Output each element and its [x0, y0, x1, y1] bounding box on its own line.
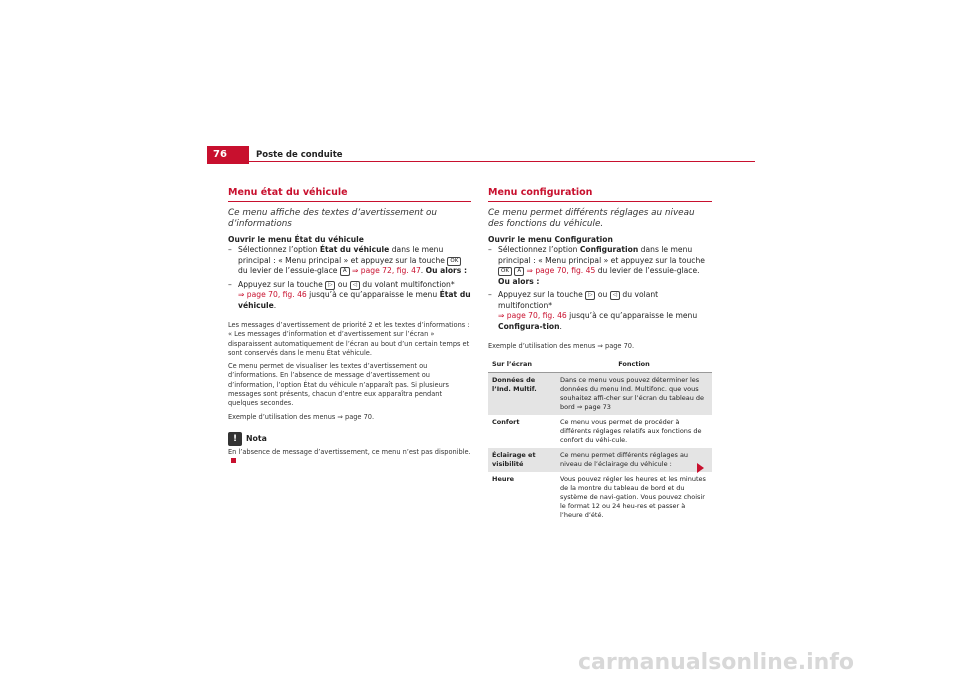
step-text: dans le menu principal : « Menu principal » et appuyez sur la touche [498, 245, 705, 265]
column-header: Sur l’écran [488, 357, 556, 373]
step-text: Appuyez sur la touche [498, 290, 586, 299]
step-1 [228, 245, 471, 277]
table-cell-key: Confort [492, 418, 520, 427]
paragraph: Ce menu permet de visualiser les textes d’avertissement ou d’informations. En l’absence de message d’avertissement ou d’information, l’option État du véhicule n’apparaît pas. Si plusieurs messages sont présents, chacun d’entre eux apparaîtra pendant quelques secondes. [228, 362, 449, 408]
table-cell-key: Données de l’Ind. Multif. [488, 373, 556, 416]
step-text-bold: Configuration [579, 245, 639, 254]
step-text: Sélectionnez l’option [238, 245, 320, 254]
page-link[interactable]: ⇒ page 70, fig. 45 [526, 266, 596, 275]
chapter-title: Poste de conduite [256, 150, 343, 160]
step-text: Appuyez sur la touche [238, 279, 326, 289]
table-row [488, 472, 712, 523]
step-text: Sélectionnez l’option [498, 245, 580, 254]
left-arrow-key-icon: ◁ [610, 291, 620, 300]
note-icon: ! [228, 432, 242, 446]
section-heading-vehicle-state: Menu état du véhicule [228, 188, 471, 202]
left-column [228, 188, 471, 467]
table-row [488, 448, 712, 472]
step-1 [488, 245, 712, 287]
step-text: . [420, 266, 426, 275]
step-2 [488, 290, 712, 332]
header-divider [249, 161, 755, 162]
note-label: Nota [246, 433, 267, 443]
step-text-bold: État du véhicule [238, 290, 471, 310]
table-cell-value: Dans ce menu vous pouvez déterminer les données du menu Ind. Multifonc. que vous souhaitez affi-cher sur l’écran du tableau de bord ⇒ page 73 [556, 373, 712, 416]
table-row [488, 373, 712, 416]
right-column [488, 188, 712, 523]
section-intro: Ce menu affiche des textes d’avertissement ou d’informations [228, 207, 438, 229]
table-cell-key: Éclairage et visibilité [488, 448, 556, 472]
step-text-bold: Ou alors : [498, 276, 540, 286]
table-cell-value: Vous pouvez régler les heures et les minutes de la montre du tableau de bord et du système de navi-gation. Vous pouvez choisir le format 12 ou 24 heu-res et passer à l’heure d’été. [560, 475, 706, 520]
step-2 [228, 280, 471, 312]
left-arrow-key-icon: ◁ [350, 281, 360, 290]
table-row [488, 415, 712, 448]
step-text: ou [595, 290, 610, 299]
paragraph: Les messages d’avertissement de priorité 2 et les textes d’informations : « Les messages d’information et d’avertissement sur l’écran » disparaissent automatiquement de l’écran au bout d’un certain temps et sont conservés dans le menu État véhicule. [228, 321, 470, 357]
step-text: du volant multifonction* [498, 290, 659, 310]
ok-key-icon: OK [447, 257, 461, 266]
page-link[interactable]: ⇒ page 70, fig. 46 [238, 290, 307, 299]
step-text: du levier de l’essuie-glace. [595, 266, 700, 275]
right-arrow-key-icon: ▷ [325, 281, 335, 290]
step-text: . [273, 300, 277, 310]
note-body [228, 448, 471, 467]
body-text [228, 321, 471, 422]
section-heading-configuration: Menu configuration [488, 188, 712, 202]
step-text: du volant multifonction* [359, 279, 455, 289]
continue-arrow-icon [697, 463, 704, 473]
end-of-section-icon [231, 458, 236, 463]
step-text: ou [335, 279, 350, 289]
ok-key-icon: OK [498, 267, 512, 276]
step-text: . [559, 321, 562, 331]
dash: – [228, 245, 232, 254]
note-text: En l’absence de message d’avertissement, ce menu n’est pas disponible. [228, 447, 471, 456]
step-text: du levier de l’essuie-glace [238, 266, 340, 275]
note-header [228, 432, 471, 446]
example-text: Exemple d’utilisation des menus ⇒ page 70. [488, 342, 635, 350]
table-cell-value: Ce menu vous permet de procéder à différents réglages relatifs aux fonctions de confort du véhi-cule. [560, 418, 702, 445]
subheading: Ouvrir le menu Configuration [488, 234, 613, 244]
section-intro: Ce menu permet différents réglages au niveau des fonctions du véhicule. [488, 207, 695, 229]
step-text: dans le menu principal : « Menu principal » et appuyez sur la touche [238, 245, 448, 265]
paragraph: Exemple d’utilisation des menus ⇒ page 70. [228, 412, 375, 421]
a-key-icon: A [340, 267, 350, 276]
watermark: carmanualsonline.info [578, 650, 854, 675]
table-header-row [488, 357, 712, 373]
table-cell-key: Heure [492, 475, 515, 484]
page-number: 76 [207, 146, 249, 164]
step-text-bold: Configura-tion [498, 321, 560, 331]
subheading: Ouvrir le menu État du véhicule [228, 234, 364, 244]
step-text-bold: Ou alors : [425, 266, 468, 275]
step-text-bold: État du véhicule [319, 245, 390, 254]
step-text: jusqu’à ce qu’apparaisse le menu [566, 311, 698, 320]
page-link[interactable]: ⇒ page 72, fig. 47 [352, 266, 421, 275]
column-header: Fonction [556, 357, 712, 373]
table-cell-value: Ce menu permet différents réglages au niveau de l’éclairage du véhicule : [556, 448, 712, 472]
a-key-icon: A [514, 267, 524, 276]
right-arrow-key-icon: ▷ [585, 291, 595, 300]
dash: – [488, 245, 492, 254]
dash: – [228, 279, 232, 289]
page-link[interactable]: ⇒ page 70, fig. 46 [498, 311, 567, 320]
dash: – [488, 290, 492, 299]
settings-table [488, 357, 712, 523]
step-text: jusqu’à ce qu’apparaisse le menu [306, 290, 440, 299]
